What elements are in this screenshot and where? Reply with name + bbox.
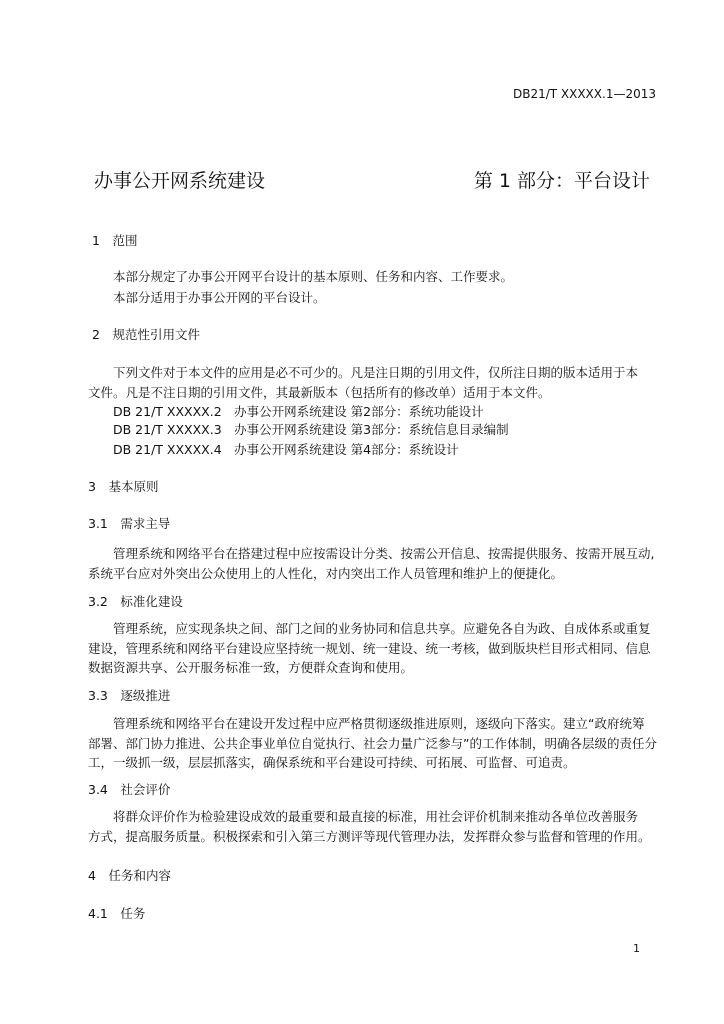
section-3-1-heading: 3.1 需求主导 xyxy=(88,516,171,531)
section-4-1-heading: 4.1 任务 xyxy=(88,906,146,921)
section-2-line-2: 文件。凡是不注日期的引用文件，其最新版本（包括所有的修改单）适用于本文件。 xyxy=(88,385,551,400)
reference-item: DB 21/T XXXXX.4 办事公开网系统建设 第4部分：系统设计 xyxy=(113,442,459,457)
standard-number: DB21/T XXXXX.1—2013 xyxy=(512,87,656,101)
section-3-2-line-1: 管理系统，应实现条块之间、部门之间的业务协同和信息共享。应避免各自为政、自成体系或重复 xyxy=(113,621,651,636)
section-1-line-1: 本部分规定了办事公开网平台设计的基本原则、任务和内容、工作要求。 xyxy=(113,269,514,284)
section-3-4-line-2: 方式，提高服务质量。积极探索和引入第三方测评等现代管理办法，发挥群众参与监督和管理的作用。 xyxy=(88,829,651,844)
section-3-3-heading: 3.3 逐级推进 xyxy=(88,688,171,703)
section-3-1-line-1: 管理系统和网络平台在搭建过程中应按需设计分类、按需公开信息、按需提供服务、按需开展互动, xyxy=(113,546,655,561)
part-title: 第 1 部分：平台设计 xyxy=(473,170,650,192)
section-3-2-line-3: 数据资源共享、公开服务标准一致，方便群众查询和使用。 xyxy=(88,660,414,675)
section-3-2-line-2: 建设，管理系统和网络平台建设应坚持统一规划、统一建设、统一考核，做到版块栏目形式相同、信息 xyxy=(88,641,651,656)
section-3-2-heading: 3.2 标准化建设 xyxy=(88,594,183,609)
reference-item: DB 21/T XXXXX.2 办事公开网系统建设 第2部分：系统功能设计 xyxy=(113,404,484,419)
page-number: 1 xyxy=(633,942,640,955)
section-3-4-line-1: 将群众评价作为检验建设成效的最重要和最直接的标准，用社会评价机制来推动各单位改善服务 xyxy=(113,809,639,824)
section-3-4-heading: 3.4 社会评价 xyxy=(88,782,171,797)
section-2-line-1: 下列文件对于本文件的应用是必不可少的。凡是注日期的引用文件，仅所注日期的版本适用于本 xyxy=(113,365,639,380)
section-3-heading: 3 基本原则 xyxy=(88,479,159,494)
document-title: 办事公开网系统建设 xyxy=(94,170,266,192)
section-3-3-line-2: 部署、部门协力推进、公共企事业单位自觉执行、社会力量广泛参与”的工作体制，明确各层级的责任分 xyxy=(88,736,657,751)
section-3-3-line-1: 管理系统和网络平台在建设开发过程中应严格贯彻逐级推进原则，逐级向下落实。建立“政府统筹 xyxy=(113,716,645,731)
section-2-heading: 2 规范性引用文件 xyxy=(92,327,200,342)
section-3-3-line-3: 工，一级抓一级，层层抓落实，确保系统和平台建设可持续、可拓展、可监督、可追责。 xyxy=(88,755,576,770)
section-1-line-2: 本部分适用于办事公开网的平台设计。 xyxy=(113,290,326,305)
section-3-1-line-2: 系统平台应对外突出公众使用上的人性化，对内突出工作人员管理和维护上的便捷化。 xyxy=(88,566,564,581)
section-1-heading: 1 范围 xyxy=(92,233,138,248)
reference-item: DB 21/T XXXXX.3 办事公开网系统建设 第3部分：系统信息目录编制 xyxy=(113,422,509,437)
section-4-heading: 4 任务和内容 xyxy=(88,868,171,883)
